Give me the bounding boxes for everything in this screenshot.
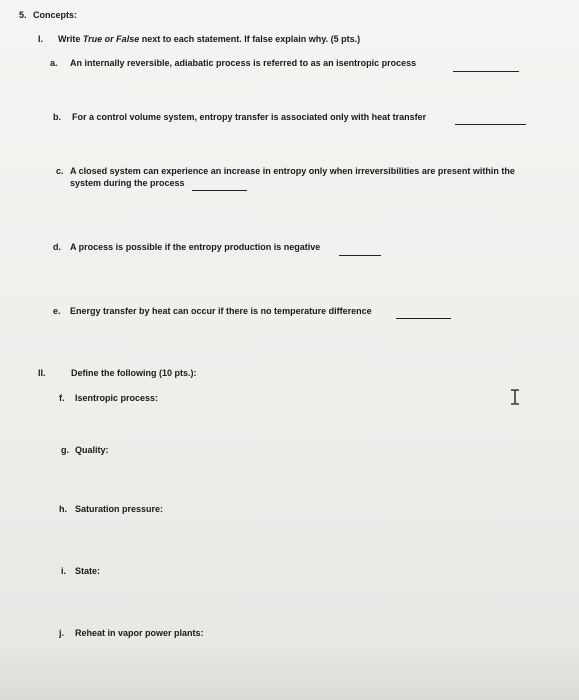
part1-instruction [58,34,360,44]
item-g-label: g. [61,445,69,455]
item-i-label: i. [61,566,67,576]
item-c-answer-blank[interactable] [192,190,247,191]
item-c-statement-continued: system during the process [70,178,185,188]
item-g-term: Quality: [75,445,109,455]
section-title: Concepts: [33,10,78,20]
item-a-answer-blank[interactable] [453,71,519,72]
item-i-term: State: [75,566,101,576]
part1-numeral: I. [38,34,44,44]
item-a-label: a. [50,58,58,68]
part2-numeral: II. [38,368,46,378]
item-b-answer-blank[interactable] [455,124,526,125]
part1-instruction-emphasis: True or False [82,34,140,44]
item-h-term: Saturation pressure: [75,504,164,514]
item-f-term: Isentropic process: [75,393,159,403]
item-d-statement: A process is possible if the entropy production is negative [70,242,321,252]
item-j-label: j. [59,628,65,638]
item-d-answer-blank[interactable] [339,255,381,256]
item-h-label: h. [59,504,67,514]
item-c-label: c. [56,166,64,176]
part2-instruction: Define the following (10 pts.): [71,368,197,378]
item-a-statement: An internally reversible, adiabatic process is referred to as an isentropic process [70,58,417,68]
i-beam-cursor-icon [508,389,522,405]
item-c-statement: A closed system can experience an increase in entropy only when irreversibilities are present within the [70,166,515,176]
part1-instruction-end: next to each statement. If false explain why. (5 pts.) [139,34,361,44]
photo-shading [0,640,579,700]
item-e-statement: Energy transfer by heat can occur if there is no temperature difference [70,306,372,316]
item-d-label: d. [53,242,61,252]
part1-instruction-start: Write [58,34,83,44]
item-b-label: b. [53,112,61,122]
item-e-answer-blank[interactable] [396,318,451,319]
item-b-statement: For a control volume system, entropy transfer is associated only with heat transfer [72,112,427,122]
item-e-label: e. [53,306,61,316]
item-f-label: f. [59,393,65,403]
section-number: 5. [19,10,27,20]
item-j-term: Reheat in vapor power plants: [75,628,204,638]
